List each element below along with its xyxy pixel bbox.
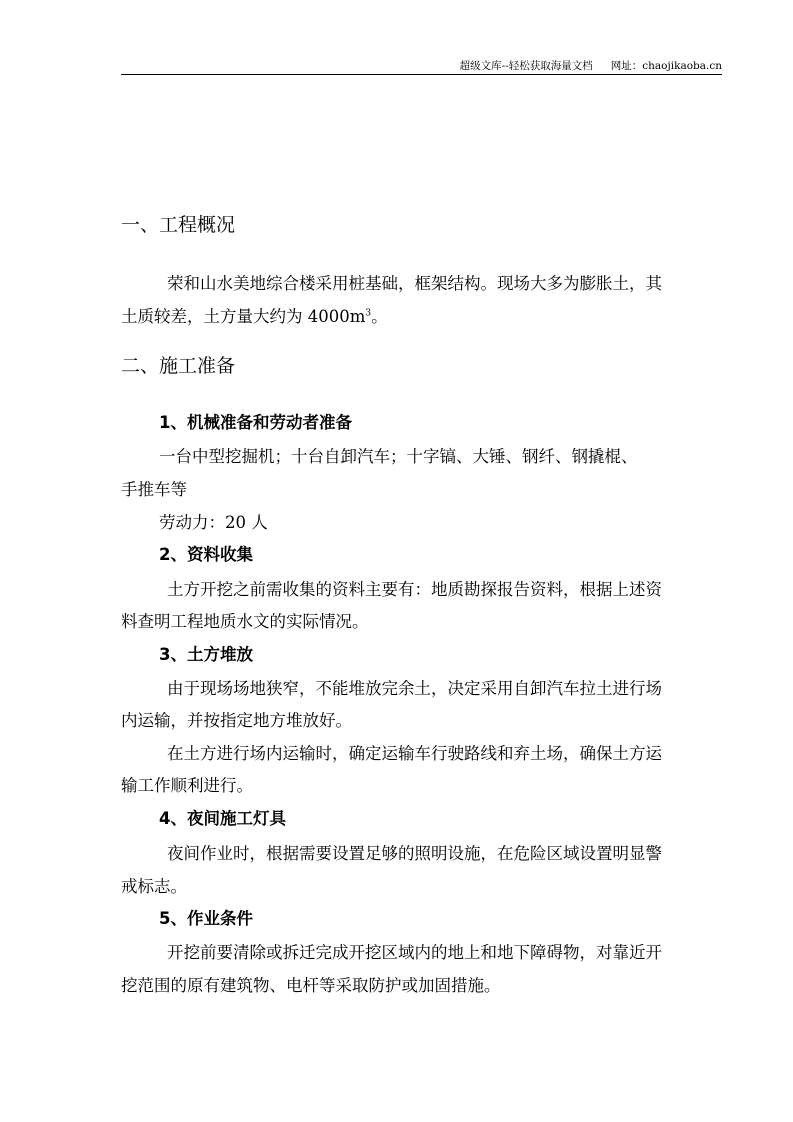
section1-line1: 荣和山水美地综合楼采用桩基础，框架结构。现场大多为膨胀土，其 (167, 274, 662, 293)
sub1-line1: 一台中型挖掘机；十台自卸汽车；十字镐、大锤、钢纤、钢撬棍、 (159, 447, 638, 466)
header-url: 网址：chaojikaoba.cn (610, 60, 722, 72)
section1-line2 (121, 303, 388, 327)
sub3-line3: 在土方进行场内运输时，确定运输车行驶路线和弃土场，确保土方运 (167, 744, 662, 763)
sub2-line2: 料查明工程地质水文的实际情况。 (121, 612, 369, 631)
sub4-line1: 夜间作业时，根据需要设置足够的照明设施，在危险区域设置明显警 (167, 844, 662, 863)
section1-line2-sup: 3 (365, 308, 372, 319)
section2-title: 二、施工准备 (121, 355, 236, 377)
sub3-line1: 由于现场场地狭窄，不能堆放完余土，决定采用自卸汽车拉土进行场 (167, 679, 662, 698)
sub2-line1: 土方开挖之前需收集的资料主要有：地质勘探报告资料，根据上述资 (167, 580, 662, 599)
sub5-line2: 挖范围的原有建筑物、电杆等采取防护或加固措施。 (121, 976, 501, 995)
sub3-line4: 输工作顺利进行。 (121, 776, 253, 795)
sub3-line2: 内运输，并按指定地方堆放好。 (121, 711, 352, 730)
section1-line2-suffix: 。 (371, 307, 388, 326)
sub1-title: 1、机械准备和劳动者准备 (159, 413, 352, 432)
sub4-title: 4、夜间施工灯具 (159, 809, 286, 828)
header-text (460, 58, 722, 73)
header-site-name: 超级文库--轻松获取海量文档 (459, 60, 593, 72)
section1-title: 一、工程概况 (121, 214, 236, 236)
section1-line2-prefix: 土质较差，土方量大约为 4000m (121, 307, 366, 326)
sub2-title: 2、资料收集 (159, 545, 253, 564)
sub4-line2: 戒标志。 (121, 877, 187, 896)
sub3-title: 3、土方堆放 (159, 645, 253, 664)
page-header (121, 52, 722, 75)
sub5-line1: 开挖前要清除或拆迁完成开挖区域内的地上和地下障碍物，对靠近开 (167, 943, 662, 962)
sub5-title: 5、作业条件 (159, 909, 253, 928)
sub1-line2: 手推车等 (121, 480, 187, 499)
sub1-line3: 劳动力：20 人 (159, 513, 268, 532)
